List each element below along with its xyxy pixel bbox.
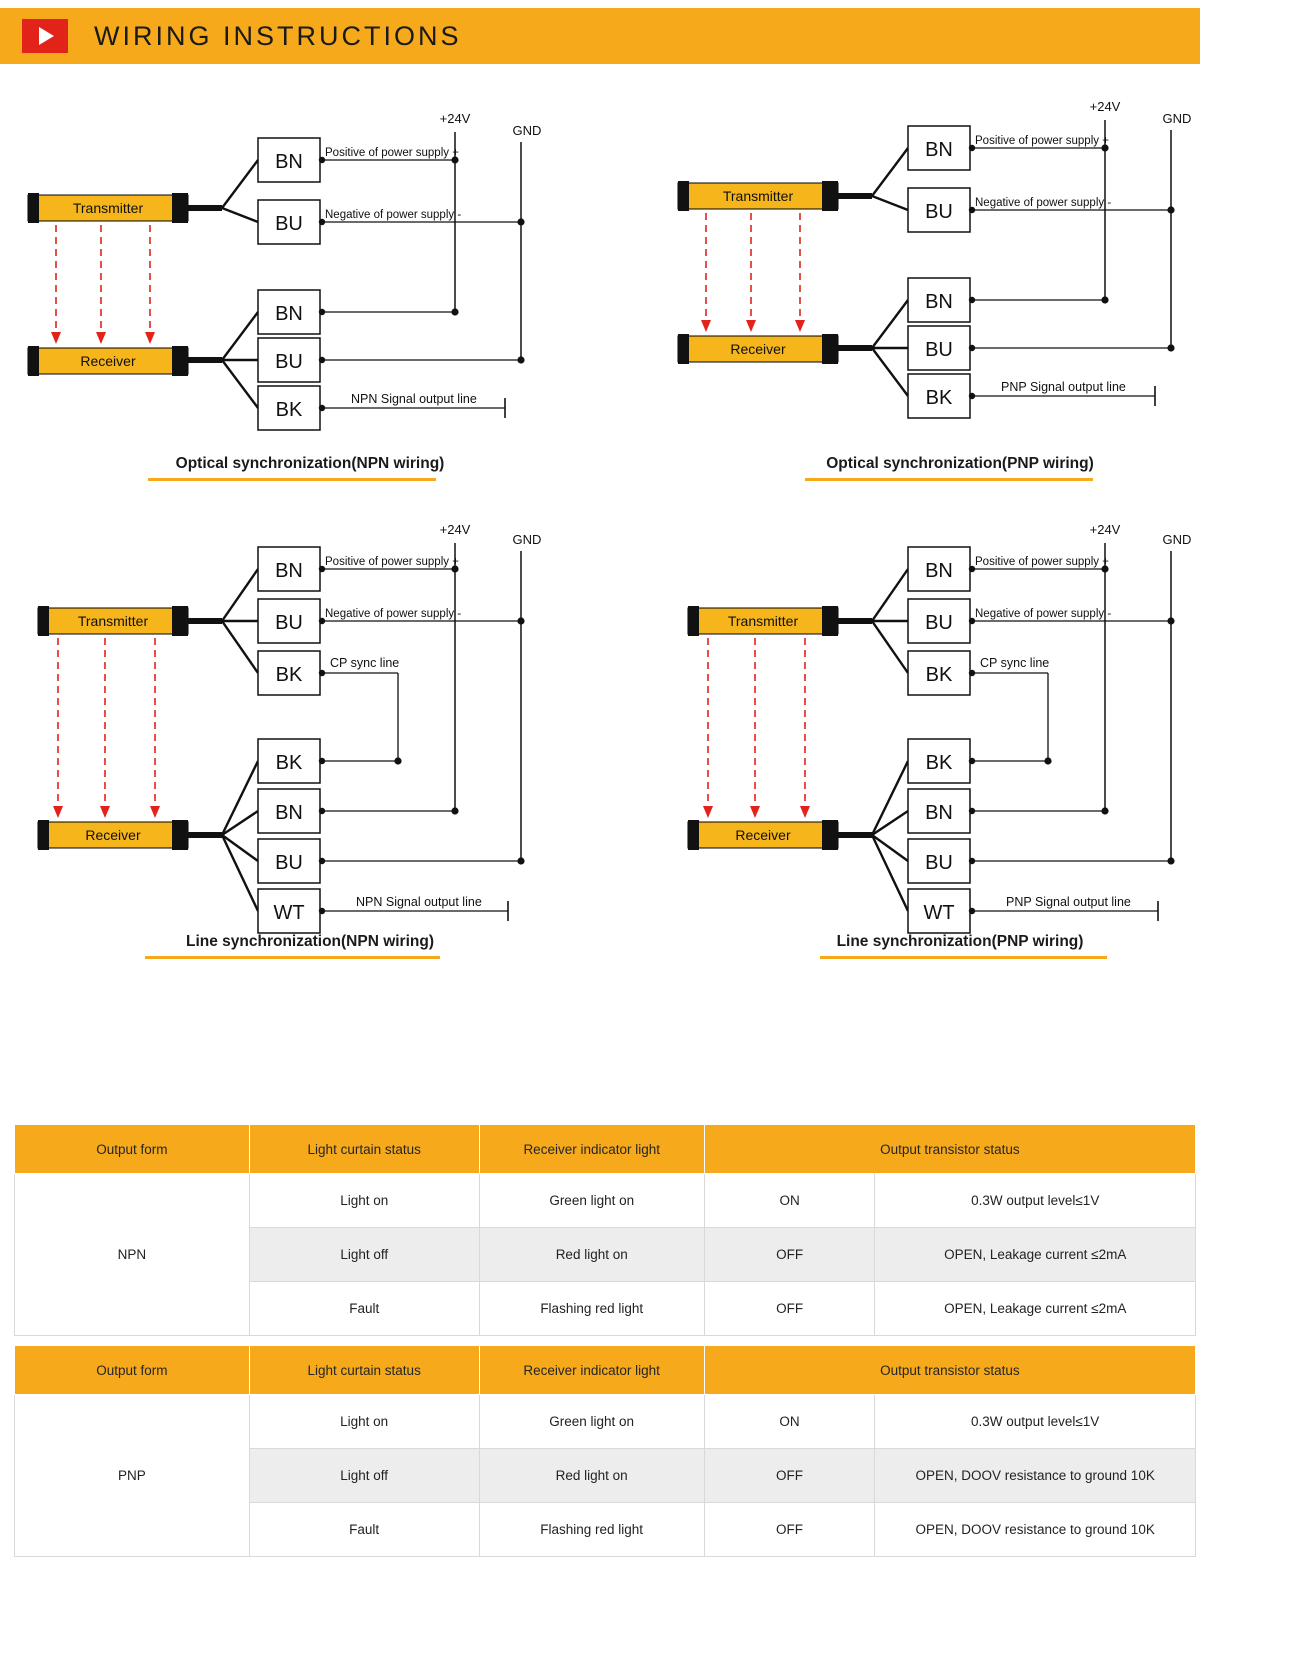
svg-text:Receiver: Receiver (85, 827, 141, 843)
svg-text:Positive of power supply +: Positive of power supply + (325, 556, 459, 568)
svg-text:BU: BU (925, 852, 953, 874)
caption-underline (820, 956, 1107, 959)
caption-sub: (NPN wiring) (341, 933, 434, 950)
svg-text:BU: BU (275, 852, 303, 874)
cell-status: Light on (249, 1395, 479, 1449)
cell-indicator: Flashing red light (479, 1503, 704, 1557)
diagram-optical-pnp-svg (650, 78, 1270, 478)
svg-text:BK: BK (925, 387, 953, 409)
page-header (0, 8, 1200, 64)
diagram-optical-npn-svg (0, 90, 620, 490)
svg-text:BK: BK (275, 399, 303, 421)
cell-status: Light on (249, 1174, 479, 1228)
svg-text:PNP Signal output line: PNP Signal output line (1006, 895, 1131, 909)
svg-text:BU: BU (925, 612, 953, 634)
svg-text:BN: BN (925, 560, 953, 582)
diagram-optical-npn (0, 90, 620, 490)
svg-text:Negative of power supply -: Negative of power supply - (325, 209, 462, 221)
caption-sub: (PNP wiring) (1001, 455, 1094, 472)
svg-text:GND: GND (1162, 111, 1192, 126)
cell-state: OFF (704, 1228, 875, 1282)
diagram-line-pnp (650, 495, 1270, 965)
svg-text:BU: BU (275, 213, 303, 235)
col-output-form: Output form (15, 1346, 250, 1395)
col-light-curtain-status: Light curtain status (249, 1346, 479, 1395)
cell-transistor: OPEN, Leakage current ≤2mA (875, 1228, 1196, 1282)
svg-text:BN: BN (275, 303, 303, 325)
svg-text:Transmitter: Transmitter (727, 613, 799, 629)
cell-indicator: Flashing red light (479, 1282, 704, 1336)
cell-indicator: Green light on (479, 1174, 704, 1228)
cell-output-form: PNP (15, 1395, 250, 1557)
svg-text:Positive of power supply +: Positive of power supply + (975, 556, 1109, 568)
cell-status: Fault (249, 1282, 479, 1336)
cell-status: Fault (249, 1503, 479, 1557)
cell-indicator: Red light on (479, 1228, 704, 1282)
svg-text:BU: BU (925, 201, 953, 223)
svg-text:Negative of power supply -: Negative of power supply - (975, 197, 1112, 209)
svg-text:Negative of power supply -: Negative of power supply - (975, 608, 1112, 620)
svg-text:BU: BU (275, 351, 303, 373)
svg-text:Transmitter: Transmitter (77, 613, 149, 629)
svg-text:GND: GND (1162, 532, 1192, 547)
svg-text:BU: BU (925, 339, 953, 361)
col-receiver-indicator-light: Receiver indicator light (479, 1125, 704, 1174)
svg-text:Positive of power supply +: Positive of power supply + (975, 135, 1109, 147)
svg-text:+24V: +24V (439, 111, 471, 126)
diagram-line-npn-svg (0, 495, 620, 965)
svg-text:Transmitter: Transmitter (722, 188, 794, 204)
cell-indicator: Red light on (479, 1449, 704, 1503)
diagram-line-npn (0, 495, 620, 965)
caption-underline (805, 478, 1093, 481)
cell-status: Light off (249, 1228, 479, 1282)
svg-text:BN: BN (925, 802, 953, 824)
col-output-transistor-status: Output transistor status (704, 1346, 1195, 1395)
svg-text:BK: BK (275, 664, 303, 686)
svg-text:Receiver: Receiver (80, 353, 136, 369)
svg-text:BN: BN (275, 151, 303, 173)
col-light-curtain-status: Light curtain status (249, 1125, 479, 1174)
cell-transistor: 0.3W output level≤1V (875, 1174, 1196, 1228)
svg-text:Receiver: Receiver (735, 827, 791, 843)
caption-optical-npn (0, 455, 620, 473)
cell-state: OFF (704, 1503, 875, 1557)
diagram-optical-pnp (650, 78, 1270, 478)
caption-line-npn (0, 933, 620, 951)
caption-main: Line synchronization (185, 933, 341, 950)
svg-text:Receiver: Receiver (730, 341, 786, 357)
diagram-line-pnp-svg (650, 495, 1270, 965)
cell-transistor: 0.3W output level≤1V (875, 1395, 1196, 1449)
col-output-transistor-status: Output transistor status (704, 1125, 1195, 1174)
table-header-row (15, 1346, 1196, 1395)
svg-text:GND: GND (512, 532, 542, 547)
svg-text:BN: BN (925, 291, 953, 313)
cell-state: ON (704, 1395, 875, 1449)
caption-line-pnp (650, 933, 1270, 951)
cell-transistor: OPEN, Leakage current ≤2mA (875, 1282, 1196, 1336)
svg-text:BN: BN (275, 802, 303, 824)
svg-text:Positive of power supply +: Positive of power supply + (325, 147, 459, 159)
svg-text:+24V: +24V (1089, 522, 1121, 537)
col-receiver-indicator-light: Receiver indicator light (479, 1346, 704, 1395)
svg-text:BN: BN (925, 139, 953, 161)
cell-state: OFF (704, 1282, 875, 1336)
svg-text:BK: BK (925, 752, 953, 774)
svg-text:WT: WT (923, 902, 955, 924)
caption-underline (148, 478, 436, 481)
svg-text:BK: BK (275, 752, 303, 774)
svg-text:NPN Signal output line: NPN Signal output line (351, 392, 477, 406)
svg-text:Transmitter: Transmitter (72, 200, 144, 216)
caption-main: Optical synchronization (826, 455, 1002, 472)
svg-text:BU: BU (275, 612, 303, 634)
cell-output-form: NPN (15, 1174, 250, 1336)
page-title: WIRING INSTRUCTIONS (94, 20, 462, 51)
caption-underline (145, 956, 440, 959)
svg-text:CP sync line: CP sync line (330, 656, 400, 670)
caption-sub: (NPN wiring) (351, 455, 445, 472)
caption-optical-pnp (650, 455, 1270, 473)
caption-sub: (PNP wiring) (991, 933, 1084, 950)
svg-text:BK: BK (925, 664, 953, 686)
table-row (15, 1174, 1196, 1228)
svg-text:PNP Signal output line: PNP Signal output line (1001, 380, 1126, 394)
svg-text:WT: WT (273, 902, 305, 924)
cell-transistor: OPEN, DOOV resistance to ground 10K (875, 1503, 1196, 1557)
play-icon (22, 19, 68, 53)
svg-text:Negative of power supply -: Negative of power supply - (325, 608, 462, 620)
pnp-output-table (14, 1345, 1196, 1557)
svg-text:BN: BN (275, 560, 303, 582)
table-header-row (15, 1125, 1196, 1174)
cell-indicator: Green light on (479, 1395, 704, 1449)
svg-text:GND: GND (512, 123, 542, 138)
svg-text:+24V: +24V (1089, 99, 1121, 114)
svg-text:+24V: +24V (439, 522, 471, 537)
cell-state: ON (704, 1174, 875, 1228)
cell-transistor: OPEN, DOOV resistance to ground 10K (875, 1449, 1196, 1503)
play-triangle-icon (39, 27, 54, 45)
cell-status: Light off (249, 1449, 479, 1503)
svg-text:NPN Signal output line: NPN Signal output line (356, 895, 482, 909)
table-row (15, 1395, 1196, 1449)
cell-state: OFF (704, 1449, 875, 1503)
col-output-form: Output form (15, 1125, 250, 1174)
npn-output-table (14, 1124, 1196, 1336)
caption-main: Line synchronization (836, 933, 992, 950)
caption-main: Optical synchronization (175, 455, 352, 472)
svg-text:CP sync line: CP sync line (980, 656, 1050, 670)
